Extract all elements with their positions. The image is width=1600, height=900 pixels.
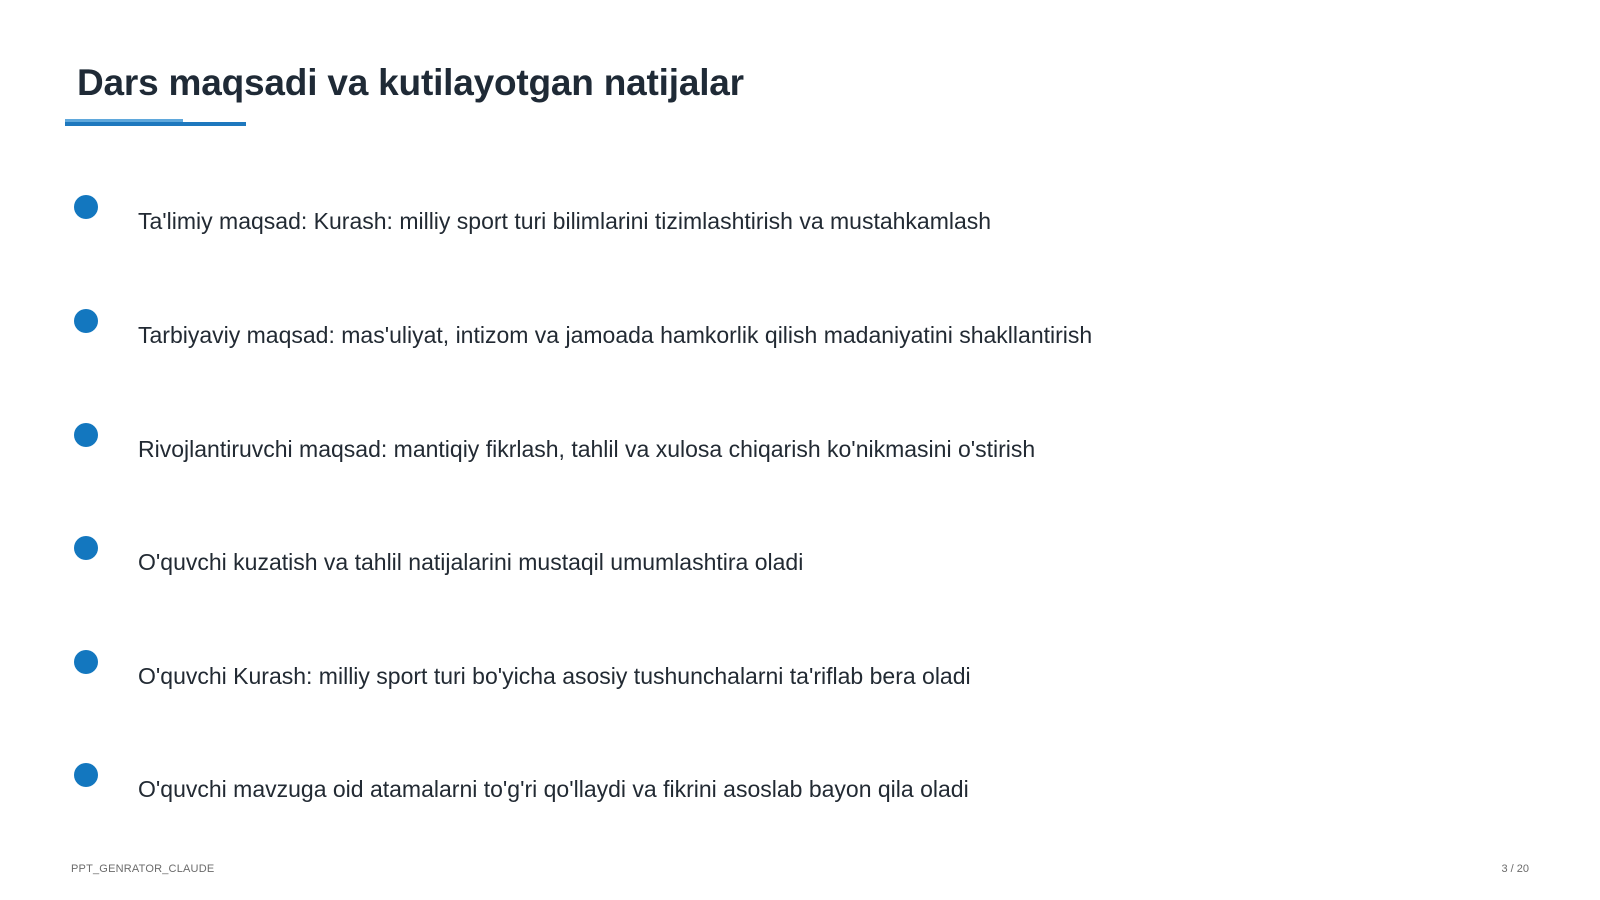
bullet-text: Tarbiyaviy maqsad: mas'uliyat, intizom va jamoada hamkorlik qilish madaniyatini shakllantirish bbox=[138, 322, 1093, 348]
title-underline bbox=[65, 122, 246, 126]
bullet-dot-icon bbox=[74, 423, 98, 447]
list-item bbox=[0, 309, 1500, 389]
footer-source: PPT_GENRATOR_CLAUDE bbox=[71, 863, 215, 875]
list-item bbox=[0, 763, 1500, 843]
bullet-dot-icon bbox=[74, 763, 98, 787]
bullet-text: O'quvchi Kurash: milliy sport turi bo'yicha asosiy tushunchalarni ta'riflab bera oladi bbox=[138, 663, 971, 689]
bullet-dot-icon bbox=[74, 650, 98, 674]
bullet-dot-icon bbox=[74, 309, 98, 333]
list-item bbox=[0, 650, 1500, 730]
slide-title: Dars maqsadi va kutilayotgan natijalar bbox=[77, 62, 744, 103]
bullet-dot-icon bbox=[74, 536, 98, 560]
bullet-dot-icon bbox=[74, 195, 98, 219]
list-item bbox=[0, 195, 1500, 275]
list-item bbox=[0, 536, 1500, 616]
bullet-text: Ta'limiy maqsad: Kurash: milliy sport turi bilimlarini tizimlashtirish va mustahkamlash bbox=[138, 208, 992, 234]
bullet-text: Rivojlantiruvchi maqsad: mantiqiy fikrlash, tahlil va xulosa chiqarish ko'nikmasini o'stirish bbox=[138, 436, 1036, 462]
page-number: 3 / 20 bbox=[1501, 863, 1529, 875]
bullet-text: O'quvchi mavzuga oid atamalarni to'g'ri qo'llaydi va fikrini asoslab bayon qila oladi bbox=[138, 776, 969, 802]
bullet-text: O'quvchi kuzatish va tahlil natijalarini mustaqil umumlashtira oladi bbox=[138, 549, 804, 575]
list-item bbox=[0, 423, 1500, 503]
